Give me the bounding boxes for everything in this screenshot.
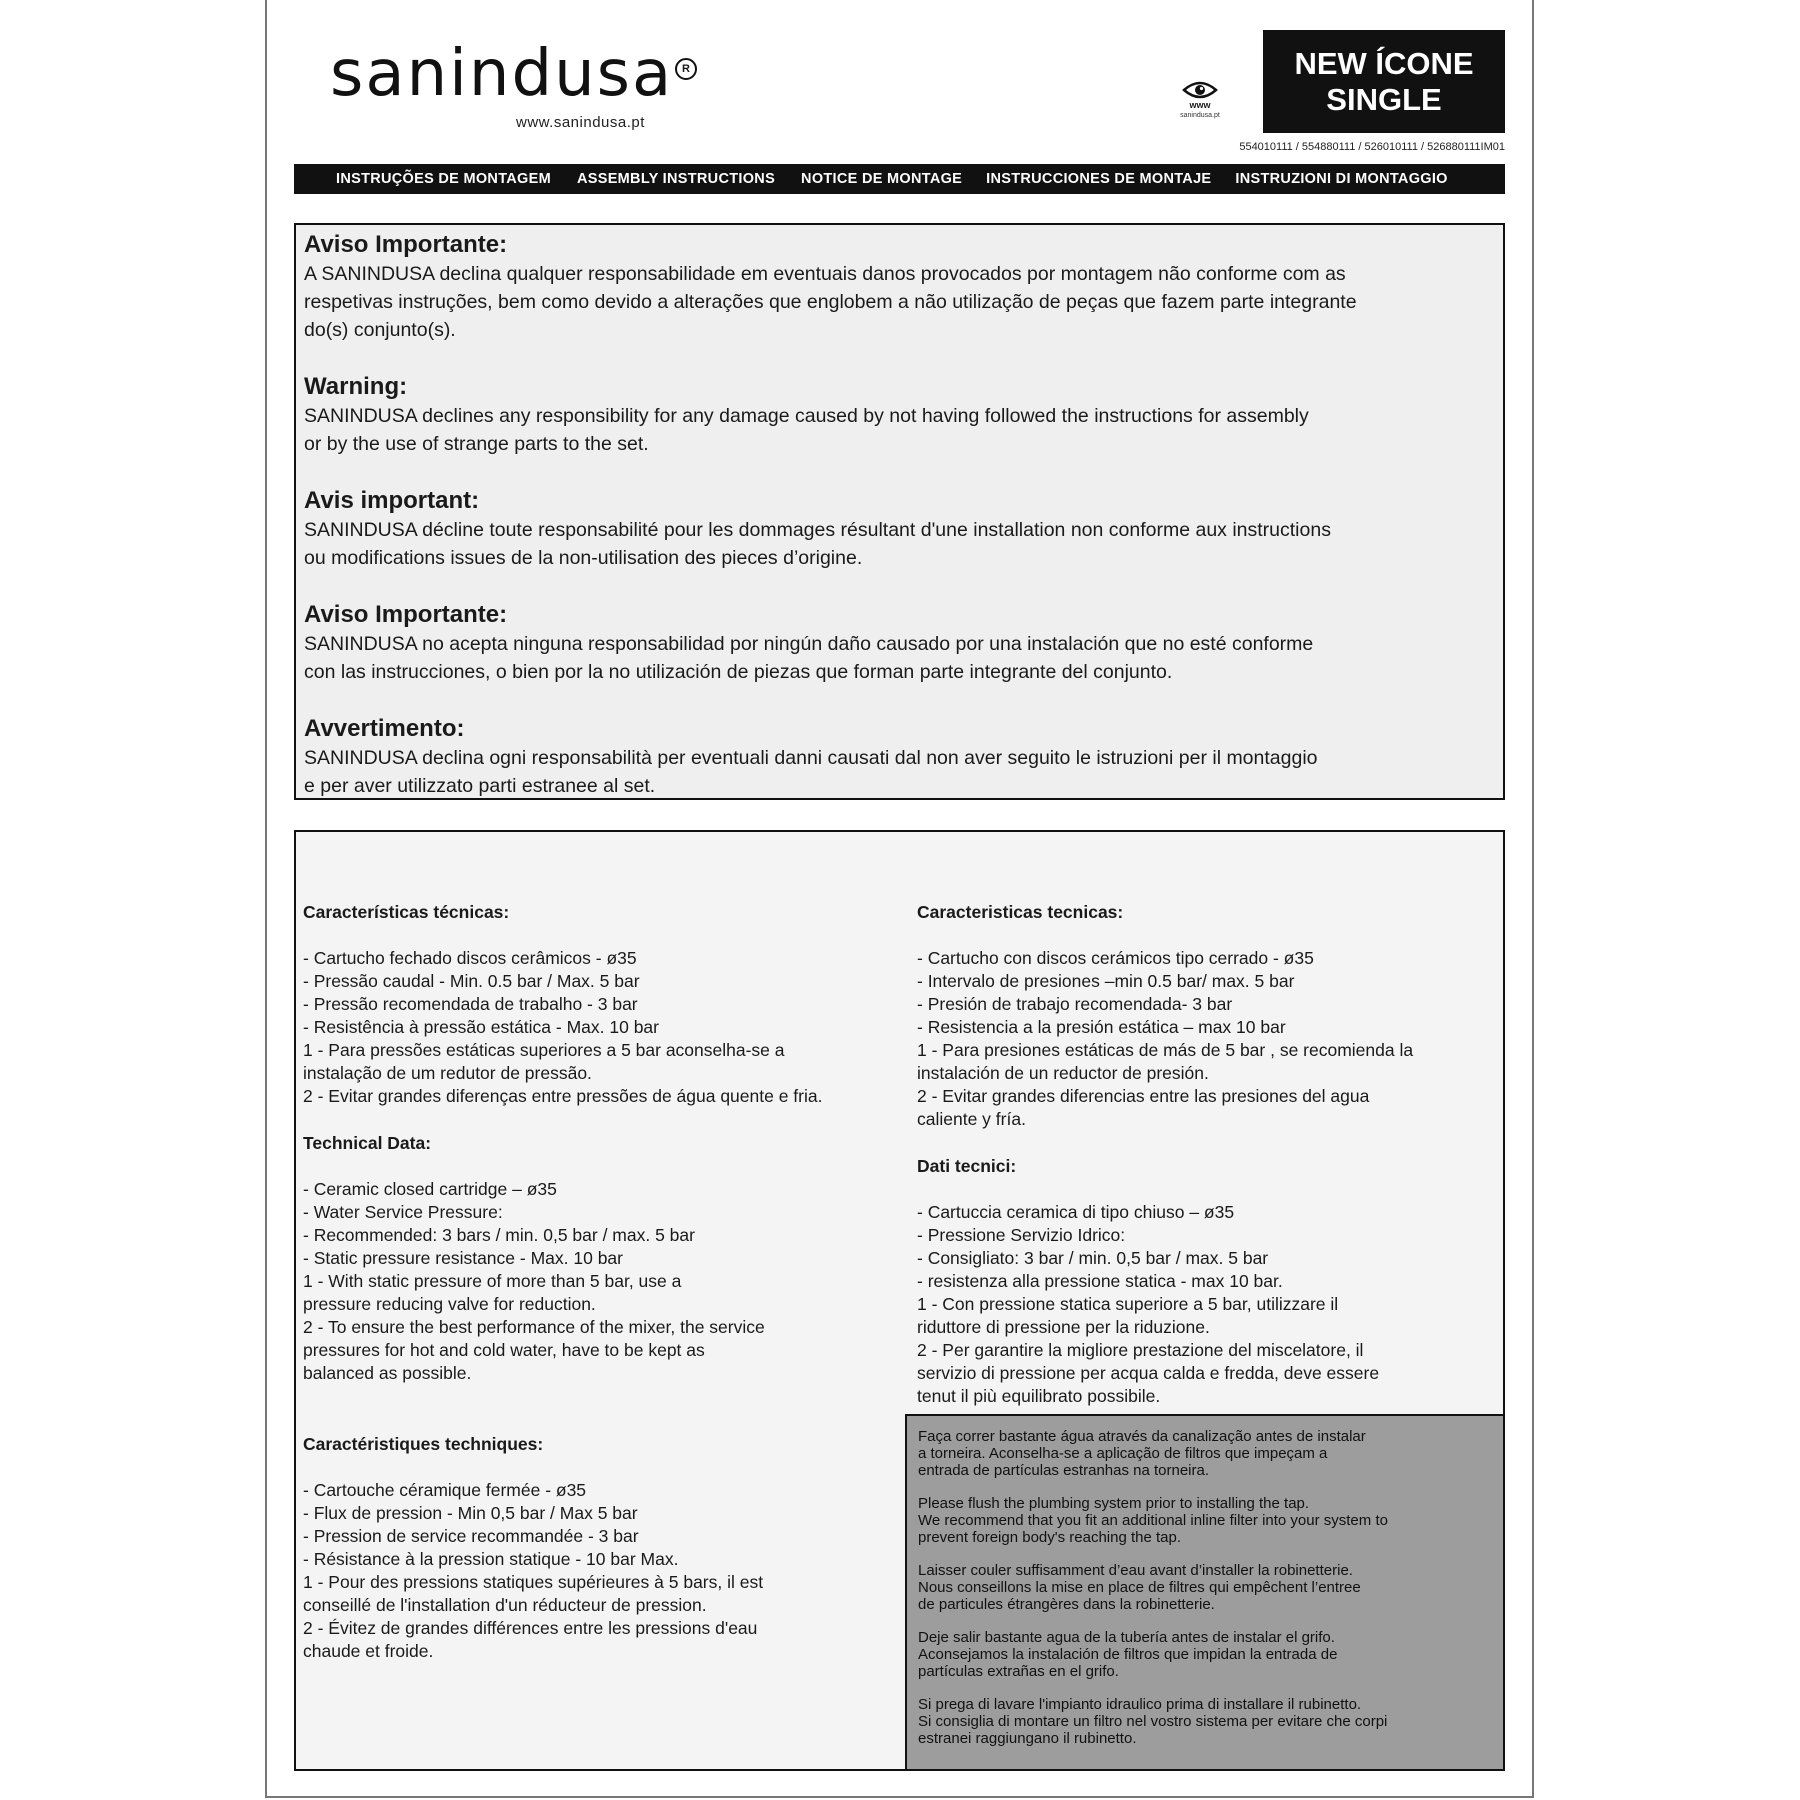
spec-title: Características técnicas: (303, 902, 510, 922)
product-title-line1: NEW ÍCONE (1294, 45, 1474, 81)
website-label: www.sanindusa.pt (516, 114, 645, 131)
flush-note-en: Please flush the plumbing system prior to installing the tap. We recommend that you fit an additional inline filter into your system to prevent foreign body's reaching the tap. (918, 1495, 1388, 1546)
spec-body: - Cartucho fechado discos cerâmicos - ø35 - Pressão caudal - Min. 0.5 bar / Max. 5 bar - Pressão recomendada de trabalho - 3 bar - Resistência à pressão estática - Max. 10 bar 1 - Para pressões estáticas superiores a 5 bar aconselha-se a instalação de um redutor de pressão. 2 - Evitar grandes diferenças entre pressões de água quente e fria. (303, 948, 823, 1106)
spec-it (917, 1132, 1502, 1431)
warning-body: SANINDUSA décline toute responsabilité pour les dommages résultant d'une installation non conforme aux instructions ou modifications issues de la non-utilisation des pieces d’origine. (304, 519, 1331, 569)
spec-pt (303, 878, 903, 1131)
flush-note-fr: Laisser couler suffisamment d’eau avant d’installer la robinetterie. Nous conseillons la mise en place de filtres qui empêchent l’entree de particules étrangères dans la robinetterie. (918, 1562, 1361, 1613)
warning-es (304, 600, 1495, 686)
spec-body: - Ceramic closed cartridge – ø35 - Water Service Pressure: - Recommended: 3 bars / min. 0,5 bar / max. 5 bar - Static pressure resistance - Max. 10 bar 1 - With static pressure of more than 5 bar, use a pressure reducing valve for reduction. 2 - To ensure the best performance of the mixer, the service pressures for hot and cold water, have to be kept as balanced as possible. (303, 1179, 765, 1383)
warning-title: Aviso Importante: (304, 601, 508, 628)
spec-body: - Cartuccia ceramica di tipo chiuso – ø35 - Pressione Servizio Idrico: - Consigliato: 3 bar / min. 0,5 bar / max. 5 bar - resistenza alla pressione statica - max 10 bar. 1 - Con pressione statica superiore a 5 bar, utilizzare il riduttore di pressione per la riduzione. 2 - Per garantire la migliore prestazione del miscelatore, il servizio di pressione per acqua calda e fredda, deve essere tenut il più equilibrato possibile. (917, 1202, 1380, 1406)
product-title-line2: SINGLE (1326, 81, 1442, 117)
spec-body: - Cartucho con discos cerámicos tipo cerrado - ø35 - Intervalo de presiones –min 0.5 bar/ max. 5 bar - Presión de trabajo recomendada- 3 bar - Resistencia a la presión estática – max 10 bar 1 - Para presiones estáticas de más de 5 bar , se recomienda la instalación de un reductor de presión. 2 - Evitar grandes diferencias entre las presiones del agua caliente y fría. (917, 948, 1414, 1129)
warning-title: Avis important: (304, 487, 480, 514)
spec-title: Caractéristiques techniques: (303, 1434, 544, 1454)
warning-fr (304, 486, 1495, 572)
warning-box (294, 223, 1505, 800)
warning-body: SANINDUSA no acepta ninguna responsabilidad por ningún daño causado por una instalación que no esté conforme con las instrucciones, o bien por la no utilización de piezas que forman parte integrante del conjunto. (304, 633, 1314, 683)
flush-note-es: Deje salir bastante agua de la tubería antes de instalar el grifo. Aconsejamos la instalación de filtros que impidan la entrada de partículas extrañas en el grifo. (918, 1629, 1338, 1680)
spec-fr (303, 1410, 893, 1686)
warning-body: A SANINDUSA declina qualquer responsabilidade em eventuais danos provocados por montagem não conforme com as respetivas instruções, bem como devido a alterações que englobem a não utilização de peças que fazem parte integrante do(s) conjunto(s). (304, 263, 1357, 341)
warning-it (304, 714, 1495, 800)
product-codes: 554010111 / 554880111 / 526010111 / 526880111IM01 (1239, 141, 1505, 153)
lang-label-pt: INSTRUÇÕES DE MONTAGEM (336, 171, 551, 187)
lang-label-it: INSTRUZIONI DI MONTAGGIO (1235, 171, 1448, 187)
eye-icon (1182, 80, 1218, 100)
lang-label-en: ASSEMBLY INSTRUCTIONS (576, 171, 776, 187)
spec-title: Dati tecnici: (917, 1156, 1017, 1176)
flush-note-pt: Faça correr bastante água através da canalização antes de instalar a torneira. Aconselha-se a aplicação de filtros que impeçam a entrada de partículas estranhas na torneira. (918, 1428, 1366, 1479)
warning-body: SANINDUSA declines any responsibility for any damage caused by not having followed the instructions for assembly or by the use of strange parts to the set. (304, 405, 1309, 455)
www-badge (1172, 80, 1228, 119)
warning-title: Warning: (304, 373, 408, 400)
spec-title: Technical Data: (303, 1133, 432, 1153)
spec-body: - Cartouche céramique fermée - ø35 - Flux de pression - Min 0,5 bar / Max 5 bar - Pression de service recommandée - 3 bar - Résistance à la pression statique - 10 bar Max. 1 - Pour des pressions statiques supérieures à 5 bars, il est conseillé de l'installation d'un réducteur de pression. 2 - Évitez de grandes différences entre les pressions d'eau chaude et froide. (303, 1480, 764, 1661)
flush-note-it: Si prega di lavare l'impianto idraulico prima di installare il rubinetto. Si consiglia di montare un filtro nel vostro sistema per evitare che corpi estranei raggiungano il rubinetto. (918, 1696, 1388, 1747)
flush-notes-box (905, 1414, 1505, 1771)
lang-label-fr: NOTICE DE MONTAGE (801, 171, 963, 187)
warning-en (304, 372, 1495, 458)
registered-mark: R (675, 58, 697, 80)
warning-title: Avvertimento: (304, 715, 465, 742)
warning-pt (304, 230, 1495, 344)
www-text: www (1189, 100, 1211, 110)
spec-en (303, 1109, 903, 1408)
spec-title: Caracteristicas tecnicas: (917, 902, 1124, 922)
warning-body: SANINDUSA declina ogni responsabilità per eventuali danni causati dal non aver seguito le istruzioni per il montaggio e per aver utilizzato parti estranee al set. (304, 747, 1318, 797)
lang-label-es: INSTRUCCIONES DE MONTAJE (986, 171, 1212, 187)
www-sub: sanindusa.pt (1180, 112, 1220, 119)
language-bar (294, 164, 1505, 194)
spec-es (917, 878, 1502, 1154)
brand-logo: sanindusa (330, 37, 674, 111)
product-title-box (1263, 30, 1505, 133)
warning-title: Aviso Importante: (304, 231, 508, 258)
